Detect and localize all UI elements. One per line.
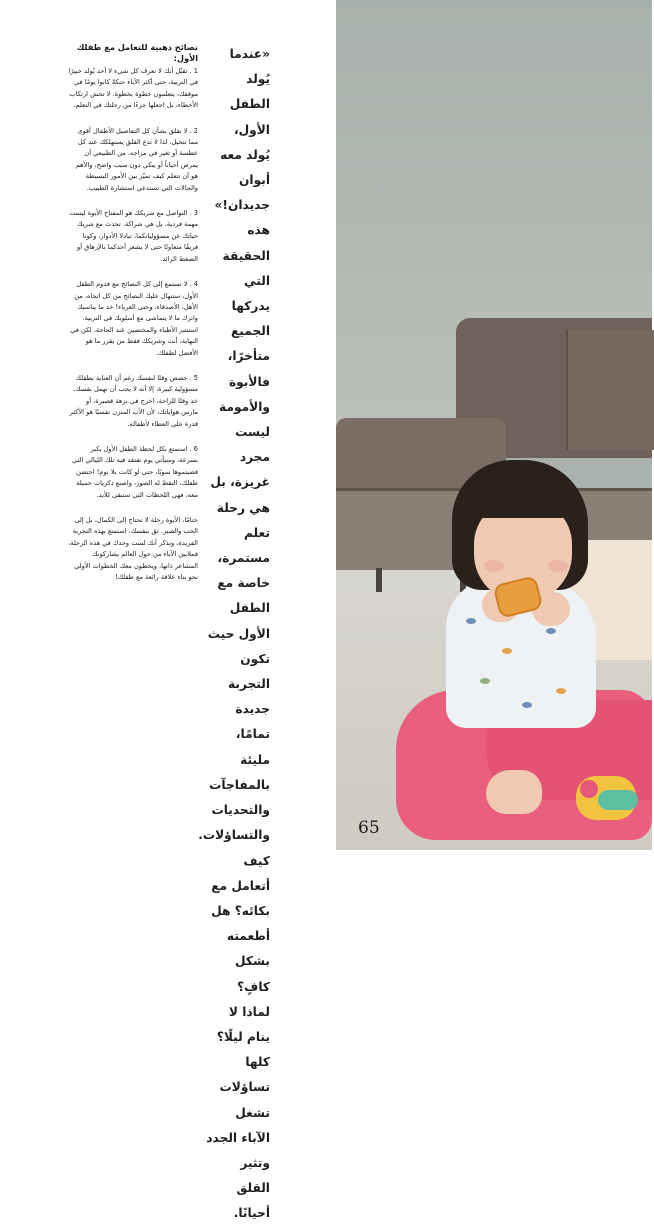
sofa-back-cushion: [566, 330, 654, 450]
toddler-foot: [486, 770, 542, 814]
sofa-leg: [376, 568, 382, 592]
shirt-pattern: [480, 678, 490, 684]
intro-text: «عندما يُولد الطفل الأول، يُولد معه أبوان جديدان!» هذه الحقيقة التي يدركها الجميع متأخرًا، فالأبوة والأمومة ليست مجرد غريزة، بل هي رحلة تعلم مستمرة، خاصة مع الطفل الأول حيث تكون التجربة جديدة تمامًا، مليئة بالمفاجآت والتحديات والتساؤلات. كيف أتعامل مع بكائه؟ هل أطعمته بشكل كافٍ؟ لماذا لا ينام ليلًا؟ كلها تساؤلات تشغل الآباء الجدد وتثير القلق أحيانًا.: [198, 47, 270, 1221]
tip-text: 5 . خصص وقتًا لنفسك رغم أن العناية بطفلك مسؤولية كبيرة، إلا أنه لا يجب أن تهمل نفسك. خذ وقتًا للراحة، اخرج في نزهة قصيرة، أو مارس هواياتك، لأن الأب المتزن نفسيًا هو الأكثر قدرة على العطاء لأطفاله.: [69, 373, 198, 428]
tips-title: نصائح ذهبية للتعامل مع طفلك الأول:: [76, 42, 198, 63]
shirt-pattern: [522, 702, 532, 708]
page-number: 65: [358, 818, 380, 838]
shirt-pattern: [502, 648, 512, 654]
tip-item-1: [68, 66, 198, 112]
tip-text: 4 . لا تستمع إلى كل النصائح مع قدوم الطفل الأول، ستنهال عليك النصائح من كل اتجاه، من الأهل، الأصدقاء، وحتى الغرباء! خذ ما يناسبك واترك ما لا يتماشى مع أسلوبك في التربية. استشر الأطباء والمختصين عند الحاجة، لكن في النهاية، أنت وشريكك فقط من يقرر ما هو الأفضل لطفلك.: [70, 280, 198, 357]
toy-button: [580, 780, 598, 798]
toddler-bangs: [476, 478, 572, 518]
tip-item-3: [68, 208, 198, 265]
tip-text: 2 . لا تقلق بشأن كل التفاصيل الأطفال أقوى مما تتخيل، لذا لا تدع القلق يستهلكك عند كل عطسة أو تغير في مزاجه. من الطبيعي أن يمرض أحياناً أو يبكي دون سبب واضح، والأهم هو أن تتعلم كيف تميّز بين الأمور البسيطة والحالات التي تستدعي استشارة الطبيب.: [75, 126, 198, 192]
toy-part: [598, 790, 638, 810]
tip-item-2: [68, 126, 198, 194]
shirt-pattern: [556, 688, 566, 694]
closing-paragraph: ختامًا، الأبوة رحلة لا تحتاج إلى الكمال، بل إلى الحب والصبر. ثق بنفسك، استمتع بهذه التجربة الفريدة، وتذكر أنك لست وحدك في هذه الرحلة، فملايين الآباء من حول العالم يشاركونك المشاعر ذاتها، ويخطون معك الخطوات الأولى نحو بناء علاقة رائعة مع طفلك!: [68, 516, 198, 582]
toddler-cheek: [548, 560, 568, 572]
tip-text: 3 . التواصل مع شريكك هو المفتاح الأبوة ليست مهمة فردية، بل هي شراكة. تحدث مع شريك حياتك عن مسؤولياتكما، تبادلا الأدوار، وكونا فريقًا متعاونًا حتى لا يشعر أحدكما بالإرهاق أو الضغط الزائد.: [69, 209, 198, 263]
tips-column: [68, 42, 198, 583]
tip-text: 1 . تقبّل أنك لا تعرف كل شيء لا أحد يُولد خبيرًا في التربية، حتى أكثر الآباء حنكةً كانوا يومًا في موقفك، يتعلمون خطوة بخطوة. لا تخش ارتكاب الأخطاء، بل اجعلها جزءًا من رحلتك في التعلم.: [68, 67, 198, 110]
toddler-photo: [336, 0, 652, 850]
tip-item-5: [68, 373, 198, 430]
toddler-cheek: [484, 560, 504, 572]
shirt-pattern: [466, 618, 476, 624]
tip-text: 6 . استمتع بكل لحظة الطفل الأول يكبر بسرعة، وسيأتي يوم تفتقد فيه تلك الليالي التي قضيتموها سويًا، حتى لو كانت بلا نوم! احتضن طفلك، التقط له الصور، واصنع ذكريات جميلة معه، فهي اللحظات التي ستبقى للأبد.: [71, 444, 198, 499]
tip-item-4: [68, 279, 198, 359]
tip-item-6: [68, 444, 198, 501]
shirt-pattern: [546, 628, 556, 634]
